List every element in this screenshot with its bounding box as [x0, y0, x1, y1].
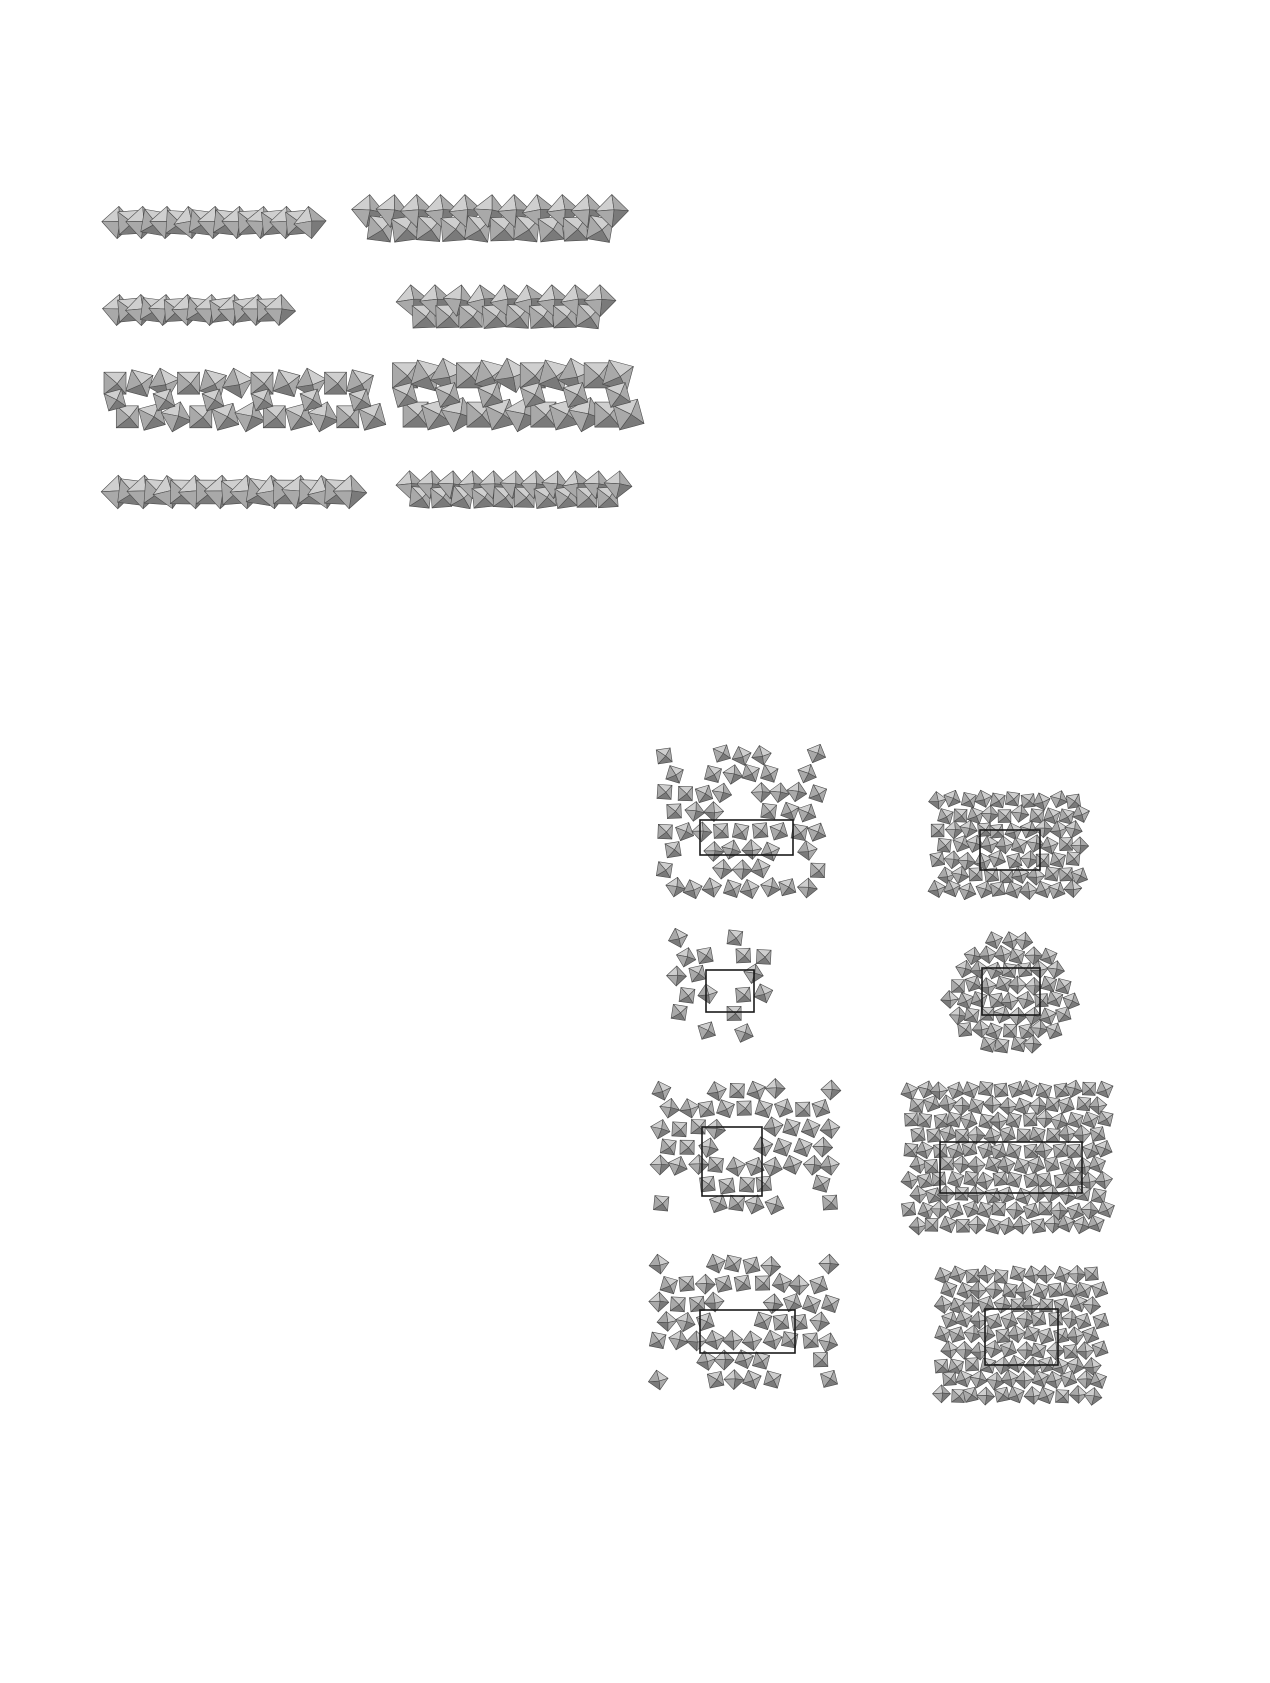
network-2 — [925, 786, 1093, 902]
